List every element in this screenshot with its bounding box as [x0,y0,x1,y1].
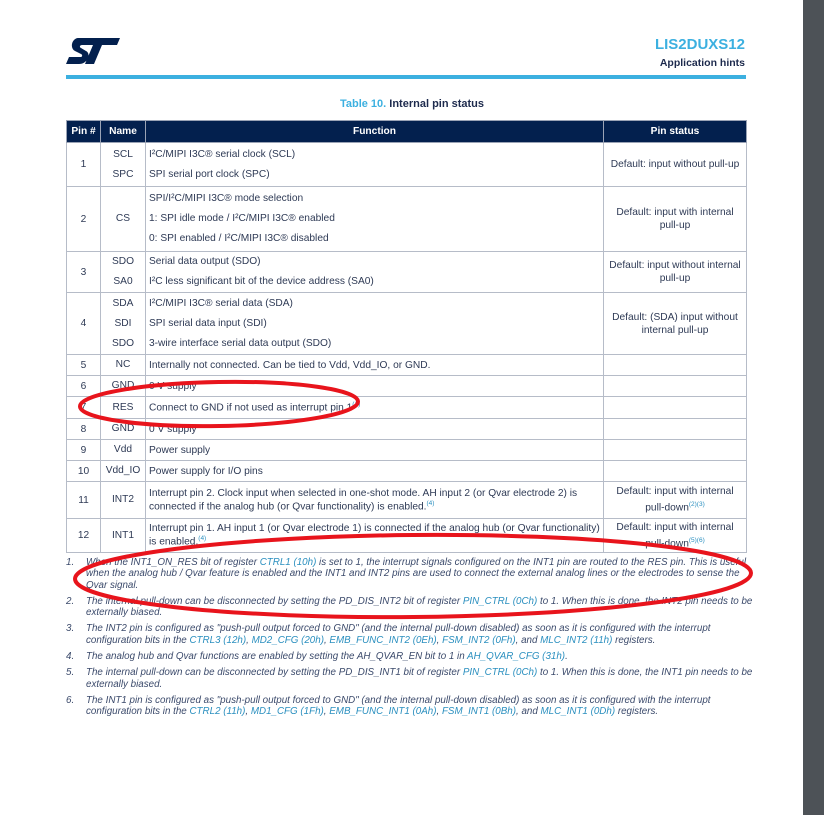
viewer-scrollbar-area[interactable] [803,0,824,815]
footnote-item [66,557,756,591]
table-row [67,419,747,440]
pin-number: 7 [67,397,101,419]
pin-name-line: SDA [112,297,134,309]
pin-name [101,397,146,419]
table-row [67,252,747,293]
pin-function [146,419,604,440]
pin-status [604,440,747,461]
table-row [67,187,747,252]
pin-function [146,355,604,376]
register-link[interactable]: CTRL3 (12h) [189,634,247,646]
function-line: Interrupt pin 1. AH input 1 (or Qvar electrode 1) is connected if the analog hub (or Qvar functionality) is enabled. [149,523,600,548]
table-footnotes [66,557,756,723]
pin-name [101,440,146,461]
register-link[interactable]: EMB_FUNC_INT1 (0Ah) [329,706,437,718]
table-caption: Table 10. Internal pin status [339,98,485,110]
pin-name [101,376,146,397]
pin-name [101,419,146,440]
pin-name-line: NC [115,359,131,370]
pin-name [101,519,146,553]
pin-name-line: Vdd_IO [105,465,141,476]
pin-status [604,419,747,440]
table-row [67,440,747,461]
pin-number: 6 [67,376,101,397]
pin-number: 8 [67,419,101,440]
footnote-item [66,623,756,646]
function-line: SPI serial port clock (SPC) [149,168,270,180]
footnote-number: 3. [66,623,75,635]
section-title: Application hints [659,57,745,69]
pin-status [604,461,747,482]
pin-number: 2 [67,187,101,252]
pin-name-line: CS [115,213,131,224]
function-line: Power supply for I/O pins [149,465,263,477]
pin-name-line: SPC [112,168,134,180]
pin-number: 9 [67,440,101,461]
function-line: Internally not connected. Can be tied to Vdd, Vdd_IO, or GND. [149,359,431,371]
pin-status [604,355,747,376]
pin-number: 10 [67,461,101,482]
footnote-number: 6. [66,694,75,706]
pin-name [101,461,146,482]
register-link[interactable]: FSM_INT2 (0Fh) [442,634,516,646]
function-line: 0 V supply [149,423,197,435]
pin-name [101,482,146,519]
footnote-ref[interactable]: (4) [198,535,207,543]
pin-function [146,440,604,461]
function-line: SPI serial data input (SDI) [149,317,267,329]
register-link[interactable]: MD2_CFG (20h) [251,634,324,646]
register-link[interactable]: EMB_FUNC_INT2 (0Eh) [329,634,437,646]
header-divider [66,75,746,79]
footnote-ref[interactable]: (4) [426,499,435,507]
function-line: 0: SPI enabled / I²C/MIPI I3C® disabled [149,233,329,244]
table-row [67,293,747,355]
col-header-function: Function [146,121,604,143]
table-row [67,143,747,187]
pin-status: Default: input without pull-up [604,143,747,187]
pin-name [101,293,146,355]
col-header-pin: Pin # [67,121,101,143]
pin-function [146,143,604,187]
function-line: I²C less significant bit of the device address (SA0) [149,276,374,287]
table-row [67,482,747,519]
footnote-number: 1. [66,557,75,568]
pin-name-line: Vdd [113,444,133,455]
pin-name-line: INT1 [111,529,135,541]
function-line: 0 V supply [149,380,197,392]
footnote-number: 5. [66,667,75,679]
pin-function [146,187,604,252]
function-line: Connect to GND if not used as interrupt pin 1 [149,402,353,414]
table-row [67,519,747,553]
footnote-item [66,651,756,662]
pin-number: 3 [67,252,101,293]
pin-status: Default: input without internal pull-up [604,252,747,293]
pin-name-line: GND [111,380,135,391]
pin-function [146,293,604,355]
pin-function [146,397,604,419]
pin-status-table [66,120,747,553]
pin-name-line: SDI [114,317,132,329]
col-header-status: Pin status [604,121,747,143]
register-link[interactable]: PIN_CTRL (0Ch) [462,595,538,607]
footnote-text: The analog hub and Qvar functions are enabled by setting the AH_QVAR_EN bit to 1 in AH_QVAR_CFG (31h). [86,651,568,663]
pin-name-line: SA0 [113,276,133,287]
table-row [67,461,747,482]
pin-name-line: RES [112,401,134,413]
footnote-text: When the INT1_ON_RES bit of register CTRL1 (10h) is set to 1, the interrupt signals configured on the INT1 pin are routed to the RES pin. This is useful when the analog hub / Qvar feature is enabled and the INT1 and INT2 pins are used to connect the external analog lines or the electrodes to sense the Qvar signal. [86,557,746,591]
pin-status: Default: input with internal pull-down$^{(2)(3)}$ [604,482,747,519]
pin-status: Default: input with internal pull-down$^{(5)(6)}$ [604,519,747,553]
pin-function [146,482,604,519]
footnote-item [66,596,756,619]
footnote-item [66,695,756,718]
document-title: LIS2DUXS12 [654,36,745,53]
footnote-text: The internal pull-down can be disconnected by setting the PD_DIS_INT2 bit of register PIN_CTRL (0Ch) to 1. When this is done, the INT2 pin needs to be externally biased. [86,595,753,619]
register-link[interactable]: FSM_INT1 (0Bh) [441,706,516,718]
pin-function [146,461,604,482]
pin-name-line: INT2 [111,494,135,505]
footnote-ref[interactable]: (2)(3) [688,501,705,509]
pin-name-line: GND [111,423,135,434]
table-row [67,397,747,419]
pin-number: 5 [67,355,101,376]
register-link[interactable]: MD1_CFG (1Fh) [250,706,324,718]
st-logo [66,38,120,69]
pin-function [146,519,604,553]
footnote-text: The internal pull-down can be disconnected by setting the PD_DIS_INT1 bit of register PIN_CTRL (0Ch) to 1. When this is done, the INT1 pin needs to be externally biased. [86,667,753,690]
pin-function [146,376,604,397]
pin-name-line: SDO [111,337,135,349]
footnote-ref[interactable]: (1) [352,400,361,408]
function-line: Power supply [149,444,211,456]
register-link[interactable]: PIN_CTRL (0Ch) [462,667,538,679]
pin-name-line: SDO [111,256,135,267]
footnote-number: 2. [66,595,75,607]
pin-name [101,252,146,293]
pin-status [604,397,747,419]
function-line: 3-wire interface serial data output (SDO) [149,337,332,349]
pin-name [101,355,146,376]
pin-status: Default: (SDA) input without internal pull-up [604,293,747,355]
pin-status: Default: input with internal pull-up [604,187,747,252]
footnote-ref[interactable]: (5)(6) [688,536,705,544]
footnote-text: The INT2 pin is configured as "push-pull output forced to GND" (and the internal pull-down disabled) as soon as it is configured with the interrupt configuration bits in the CTRL3 (12h), MD2_CFG (20h), EMB_FUNC_INT2 (0Eh), FSM_INT2 (0Fh), and MLC_INT2 (11h) registers. [86,623,711,646]
pin-function [146,252,604,293]
col-header-name: Name [101,121,146,143]
register-link[interactable]: MLC_INT2 (11h) [540,634,613,646]
pin-number: 11 [67,482,101,519]
pin-number: 12 [67,519,101,553]
pin-number: 1 [67,143,101,187]
function-line: Interrupt pin 2. Clock input when selected in one-shot mode. AH input 2 (or Qvar electrode 2) is connected if the analog hub (or Qvar functionality) is enabled. [149,487,578,513]
function-line: SPI/I²C/MIPI I3C® mode selection [149,193,304,204]
register-link[interactable]: MLC_INT1 (0Dh) [540,706,616,718]
footnote-item [66,667,756,690]
pin-number: 4 [67,293,101,355]
pin-name [101,143,146,187]
function-line: 1: SPI idle mode / I²C/MIPI I3C® enabled [149,213,335,224]
register-link[interactable]: AH_QVAR_CFG (31h) [467,651,566,663]
footnote-text: The INT1 pin is configured as "push-pull output forced to GND" (and the internal pull-down disabled) as soon as it is configured with the interrupt configuration bits in the CTRL2 (11h), MD1_CFG (1Fh), EMB_FUNC_INT1 (0Ah), FSM_INT1 (0Bh), and MLC_INT1 (0Dh) registers. [86,694,711,718]
pin-status [604,376,747,397]
register-link[interactable]: CTRL1 (10h) [259,557,317,568]
table-row [67,355,747,376]
table-row [67,376,747,397]
pin-name-line: SCL [113,148,133,160]
register-link[interactable]: CTRL2 (11h) [189,706,246,718]
function-line: Serial data output (SDO) [149,256,261,267]
footnote-number: 4. [66,651,75,663]
function-line: I²C/MIPI I3C® serial data (SDA) [149,297,293,309]
pin-name [101,187,146,252]
function-line: I²C/MIPI I3C® serial clock (SCL) [149,148,296,160]
